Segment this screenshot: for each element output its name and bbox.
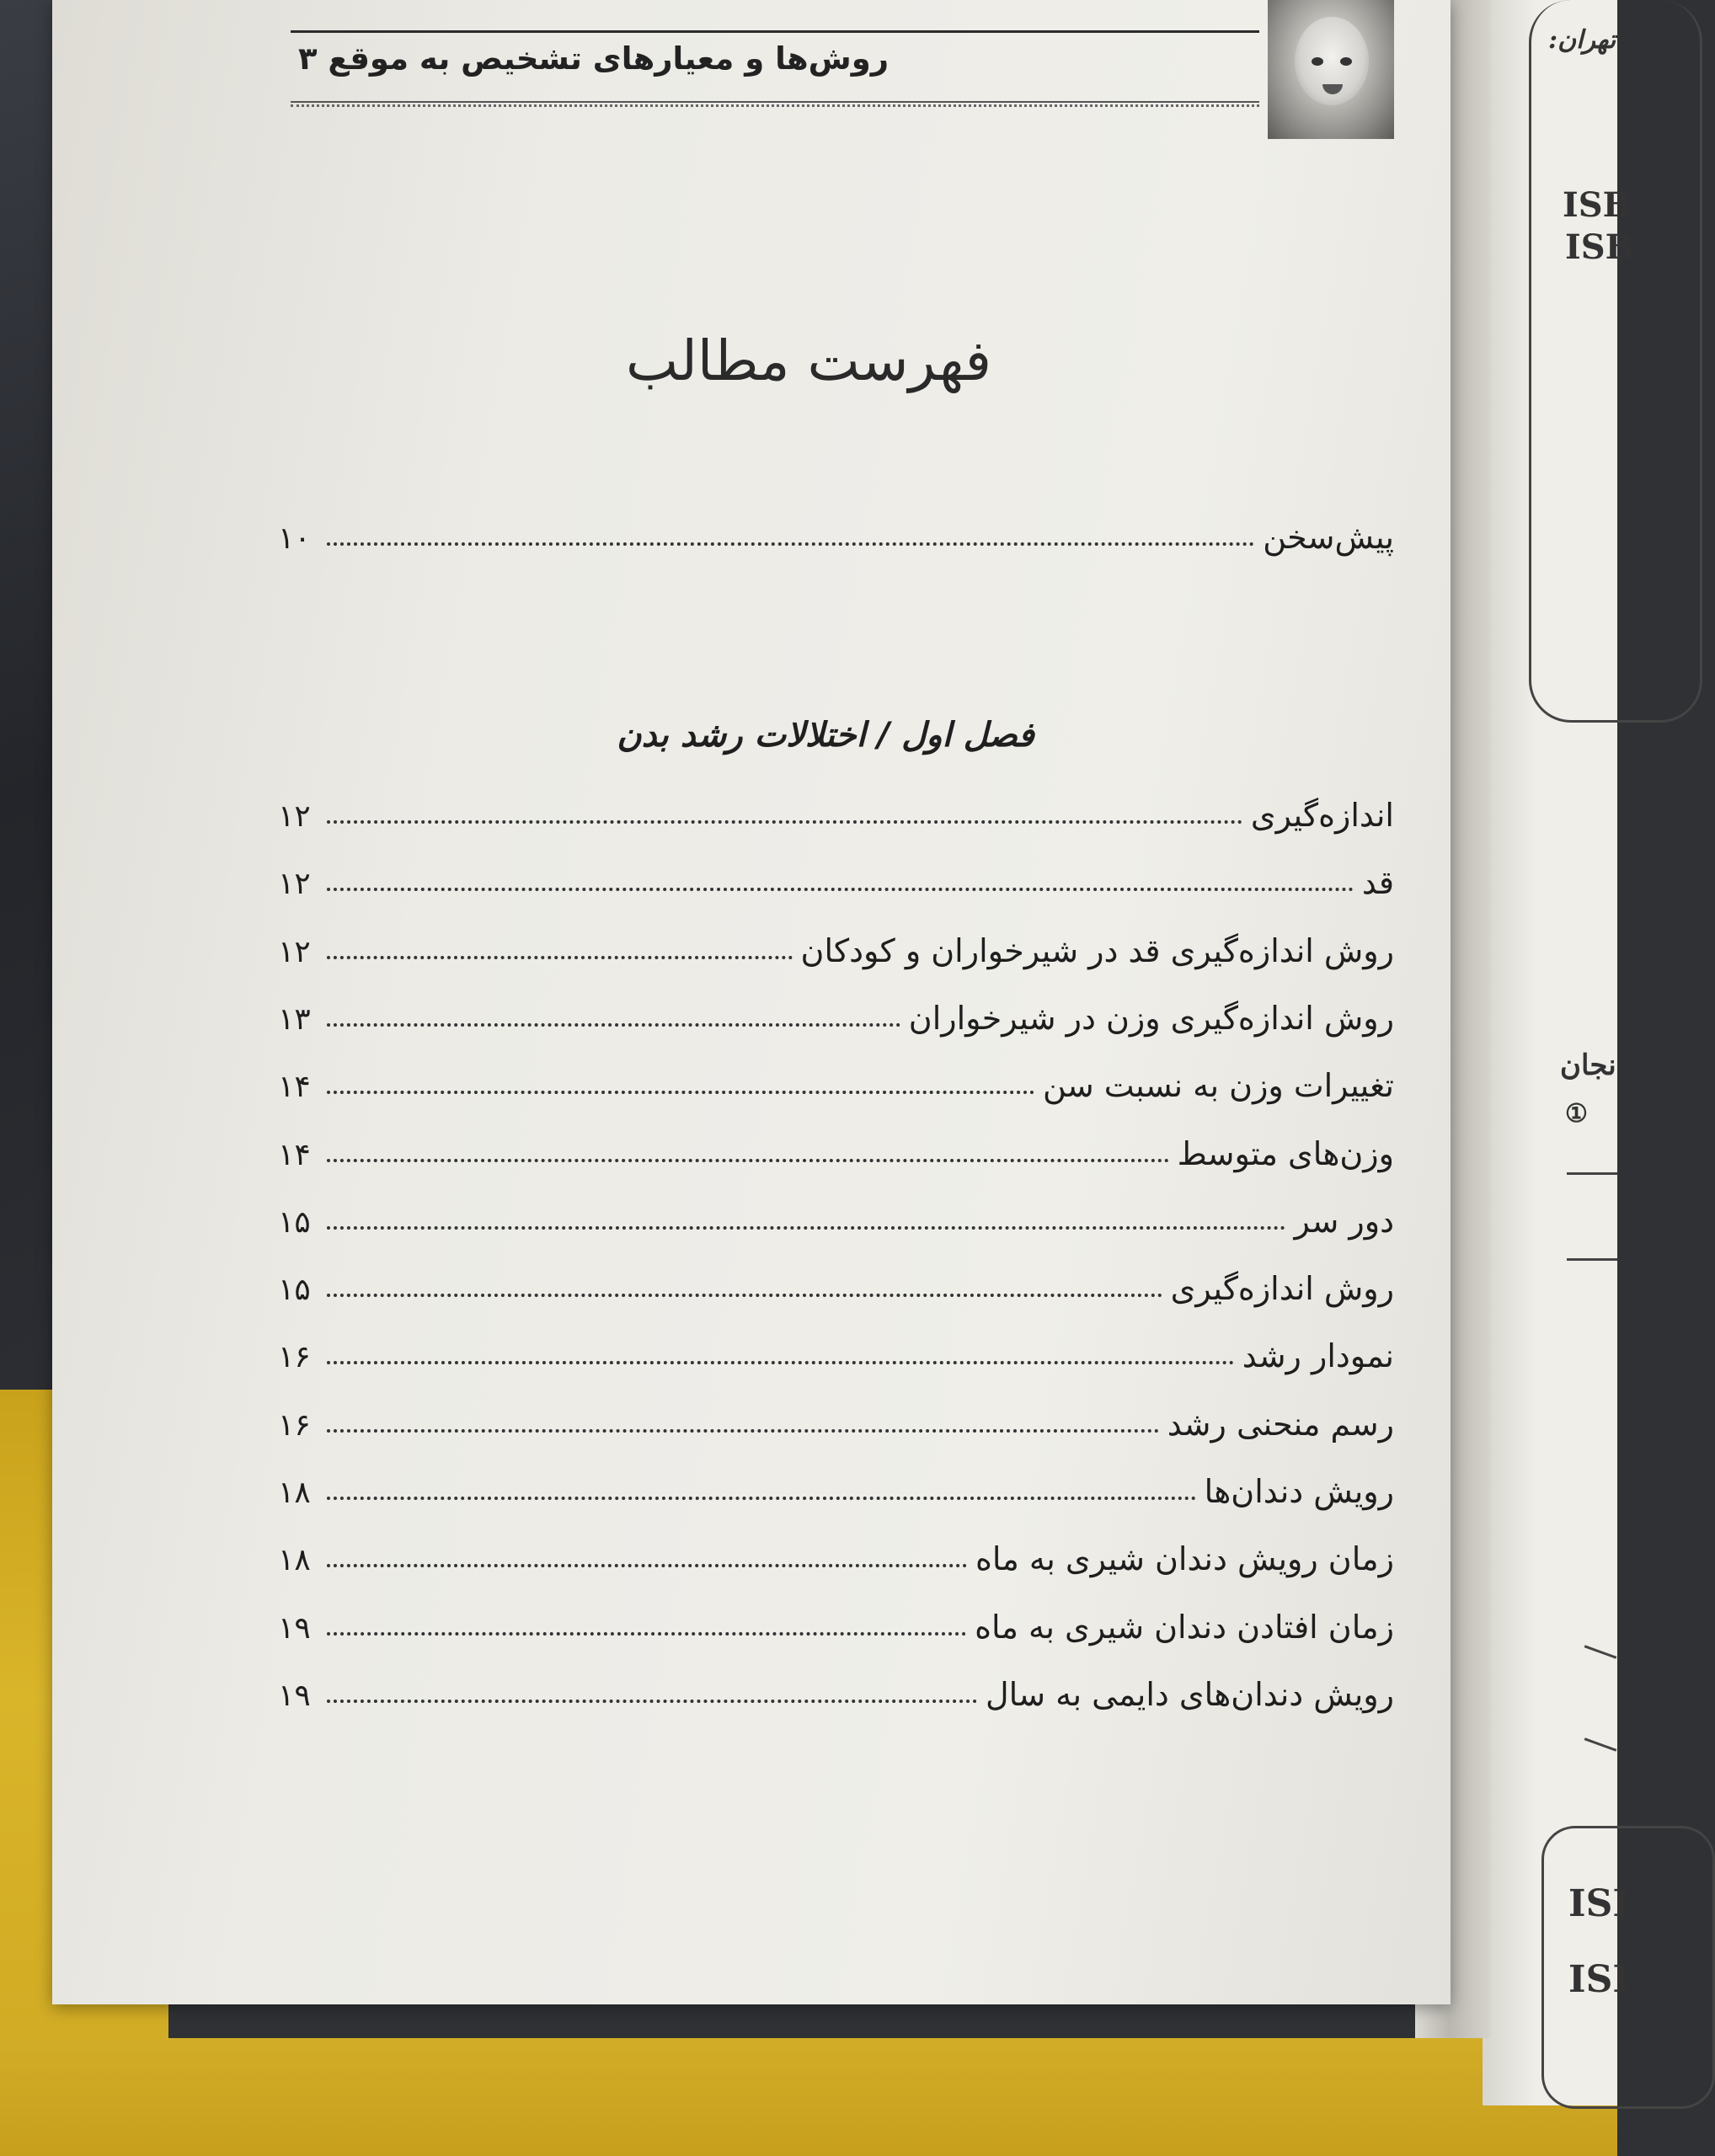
toc-entry <box>278 1189 1394 1240</box>
adjacent-page-isbn: ISB <box>1565 227 1634 267</box>
running-head-rule <box>291 101 1259 103</box>
toc-entry-label: روش اندازه‌گیری وزن در شیرخواران <box>908 1000 1394 1037</box>
dot-leader <box>327 1294 1162 1297</box>
toc-entry-label: نمودار رشد <box>1242 1337 1394 1374</box>
toc-page-number: ۱۹ <box>278 1611 311 1646</box>
toc-entry <box>278 1257 1394 1307</box>
adjacent-page-isbn: ISB <box>1563 185 1632 225</box>
toc-entry <box>278 851 1394 901</box>
toc-page-number: ۱۸ <box>278 1476 311 1510</box>
dot-leader <box>327 1700 977 1703</box>
dot-leader <box>327 542 1254 546</box>
dot-leader <box>327 1159 1169 1162</box>
toc-entry <box>278 1122 1394 1172</box>
adjacent-page-isbn: ISI <box>1568 1882 1630 1925</box>
dot-leader <box>327 888 1354 891</box>
toc-entry-label: رویش دندان‌ها <box>1204 1473 1394 1510</box>
baby-photo <box>1268 0 1394 139</box>
toc-entry <box>278 1595 1394 1646</box>
toc-entry <box>278 919 1394 969</box>
toc-page-number: ۱۲ <box>278 867 311 901</box>
toc-entry-label: روش اندازه‌گیری <box>1170 1270 1394 1307</box>
toc-page-number: ۱۲ <box>278 799 311 834</box>
toc-page-number: ۱۴ <box>278 1070 311 1104</box>
adjacent-page-rule <box>1567 1172 1617 1175</box>
toc-preface-row <box>278 505 1394 556</box>
toc-entry-label: زمان افتادن دندان شیری به ماه <box>975 1609 1394 1646</box>
toc-entry <box>278 1460 1394 1510</box>
baby-mouth <box>1322 84 1343 94</box>
running-head-title: روش‌ها و معیارهای تشخیص به موقع ۳ <box>297 40 889 77</box>
toc-entry-label: رویش دندان‌های دایمی به سال <box>986 1676 1394 1713</box>
toc-entry <box>278 1527 1394 1577</box>
dot-leader <box>327 1497 1196 1500</box>
baby-face <box>1295 17 1369 105</box>
baby-eye <box>1312 57 1323 66</box>
toc-page-number: ۱۶ <box>278 1340 311 1374</box>
toc-page-number: ۱۲ <box>278 935 311 969</box>
adjacent-page-rule <box>1567 1258 1617 1261</box>
running-head <box>291 17 1259 101</box>
dot-leader <box>327 956 793 959</box>
background-yellow-surface-bottom <box>0 2038 1617 2156</box>
toc-entry <box>278 1324 1394 1374</box>
toc-page-number: ۱۵ <box>278 1205 311 1240</box>
toc-entry-label: روش اندازه‌گیری قد در شیرخواران و کودکان <box>800 932 1394 969</box>
running-head-dotted-rule <box>291 104 1259 107</box>
dot-leader <box>327 1226 1285 1230</box>
adjacent-page-circled-number: ① <box>1565 1099 1588 1129</box>
adjacent-page-isbn: ISI <box>1568 1958 1630 2001</box>
toc-entry-label: تغییرات وزن به نسبت سن <box>1042 1067 1394 1104</box>
dot-leader <box>327 1429 1159 1433</box>
toc-entry-label: وزن‌های متوسط <box>1177 1135 1394 1172</box>
adjacent-page-fragment: نجان <box>1560 1049 1616 1082</box>
toc-entry <box>278 1392 1394 1443</box>
toc-title: فهرست مطالب <box>626 328 991 393</box>
toc-entry-label: زمان رویش دندان شیری به ماه <box>975 1540 1394 1577</box>
toc-entry-label: قد <box>1361 864 1394 901</box>
adjacent-page-frame <box>1529 0 1702 723</box>
dot-leader <box>327 1023 900 1027</box>
running-head-rule <box>291 30 1259 33</box>
toc-page-number: ۱۳ <box>278 1002 311 1037</box>
dot-leader <box>327 1361 1234 1364</box>
toc-entry-label: دور سر <box>1294 1203 1394 1240</box>
baby-eye <box>1340 57 1352 66</box>
toc-page-number: ۱۵ <box>278 1273 311 1307</box>
toc-page-number: ۱۰ <box>278 521 311 556</box>
adjacent-page-fragment: تهران: <box>1548 25 1616 55</box>
toc-entry-label: رسم منحنی رشد <box>1167 1406 1394 1443</box>
dot-leader <box>327 820 1242 824</box>
dot-leader <box>327 1632 966 1636</box>
toc-page-number: ۱۴ <box>278 1138 311 1172</box>
toc-entry <box>278 986 1394 1037</box>
dot-leader <box>327 1564 967 1567</box>
dot-leader <box>327 1091 1034 1094</box>
chapter-heading: فصل اول / اختلالات رشد بدن <box>617 716 1034 755</box>
toc-page-number: ۱۶ <box>278 1408 311 1443</box>
toc-page-number: ۱۸ <box>278 1543 311 1577</box>
toc-entry <box>278 1054 1394 1104</box>
toc-entry-label: پیش‌سخن <box>1263 519 1394 556</box>
toc-entry <box>278 1662 1394 1713</box>
toc-page-number: ۱۹ <box>278 1678 311 1713</box>
toc-entry <box>278 783 1394 834</box>
toc-entry-label: اندازه‌گیری <box>1250 797 1394 834</box>
